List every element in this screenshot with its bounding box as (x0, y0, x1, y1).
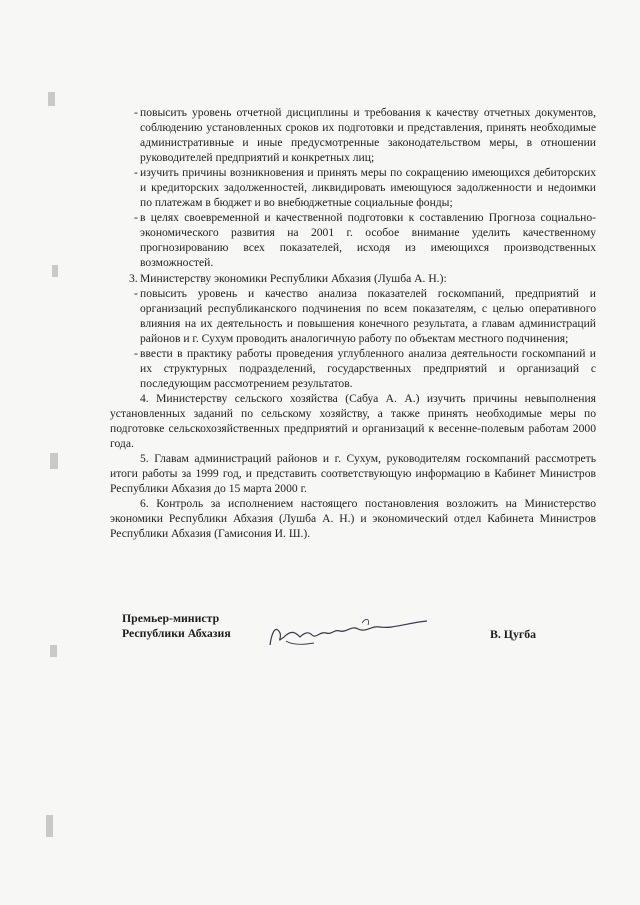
dash-marker: - (134, 211, 138, 225)
signatory-title-line2: Республики Абхазия (122, 626, 231, 640)
item-text: в целях своевременной и качественной подготовки к составлению Прогноза социально-экономического развития на 2001 г. особое внимание уделить качественному прогнозированию всех показателей, исходя из имеющихся производственных возможностей. (140, 211, 596, 270)
signatory-title-line1: Премьер-министр (122, 611, 220, 625)
dash-marker: - (134, 346, 138, 360)
scan-edge-mark (46, 815, 53, 837)
item-text: ввести в практику работы проведения углубленного анализа деятельности госкомпаний и их структурных подразделений, государственных предприятий и организаций с последующим рассмотрением результатов. (140, 346, 596, 390)
dash-marker: - (134, 166, 138, 180)
paragraph: 5. Главам администраций районов и г. Сухум, руководителям госкомпаний рассмотреть итоги работы за 1999 год, и представить соответствующую информацию в Кабинет Министров Республики Абхазия до 15 марта 2000 г. (110, 452, 596, 496)
scan-edge-mark (50, 645, 57, 657)
item-number: 3. (129, 271, 138, 285)
item-text: повысить уровень отчетной дисциплины и требования к качеству отчетных документов, соблюдению установленных сроков их подготовки и представления, принять необходимые административные и иные предусмотренные законодательством меры, в отношении руководителей предприятий и конкретных лиц; (140, 106, 596, 165)
list-item (110, 210, 596, 270)
scan-edge-mark (48, 92, 55, 106)
list-item (110, 346, 596, 391)
paragraph: 4. Министерству сельского хозяйства (Сабуа А. А.) изучить причины невыполнения установленных заданий по сельскому хозяйству, а также принять необходимые меры по подготовке сельскохозяйственных предприятий и организаций к весенне-полевым работам 2000 года. (110, 391, 596, 451)
scan-edge-mark (52, 265, 58, 277)
item-text: повысить уровень и качество анализа показателей госкомпаний, предприятий и организаций республиканского подчинения по всем показателям, с целью оперативного влияния на их деятельность и повышения конечного результата, а главам администраций районов и г. Сухум проводить аналогичную работу по объектам местного подчинения; (140, 286, 596, 345)
signatory-name: В. Цугба (490, 627, 536, 641)
handwritten-signature (262, 611, 432, 651)
scan-edge-mark (50, 453, 58, 469)
signature-block (122, 611, 542, 671)
paragraph: 6. Контроль за исполнением настоящего постановления возложить на Министерство экономики Республики Абхазия (Лушба А. Н.) и экономический отдел Кабинета Министров Республики Абхазия (Гамисония И. Ш.). (110, 497, 596, 541)
dash-marker: - (134, 286, 138, 300)
list-item (110, 286, 596, 346)
list-item (110, 165, 596, 210)
document-body (110, 105, 596, 541)
item-text: Министерству экономики Республики Абхазия (Лушба А. Н.): (140, 271, 447, 285)
list-item (110, 105, 596, 165)
dash-marker: - (134, 106, 138, 119)
item-text: изучить причины возникновения и принять меры по сокращению имеющихся дебиторских и кредиторских задолженностей, ликвидировать имеющуюся задолженности и недоимки по платежам в бюджет и во внебюджетные социальные фонды; (140, 166, 596, 210)
numbered-item (110, 271, 596, 286)
